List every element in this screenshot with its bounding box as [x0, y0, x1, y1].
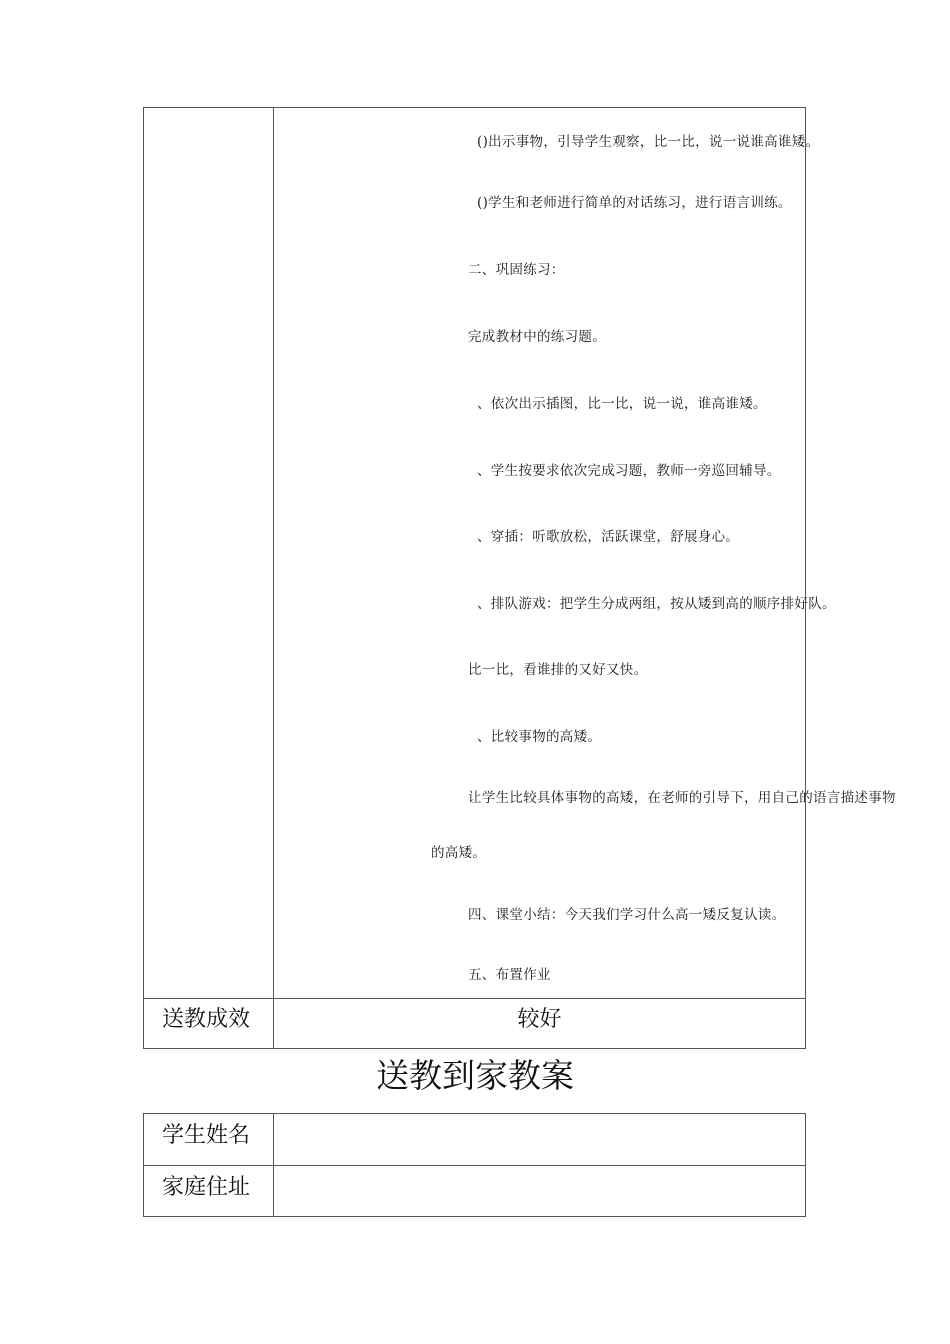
- lesson-paragraph: 、穿插：听歌放松，活跃课堂，舒展身心。: [477, 529, 740, 545]
- result-label: 送教成效: [162, 1007, 251, 1032]
- student-name-label: 学生姓名: [162, 1123, 251, 1148]
- lesson-paragraph: 、排队游戏：把学生分成两组，按从矮到高的顺序排好队。: [477, 596, 836, 612]
- student-name-value: [274, 1114, 805, 1165]
- lesson-content-cell: [273, 108, 896, 998]
- section-title: 送教到家教案: [376, 1056, 574, 1095]
- lesson-table: [143, 107, 896, 1049]
- lesson-paragraph: 、学生按要求依次完成习题，教师一旁巡回辅导。: [477, 463, 781, 479]
- student-name-label-cell: [144, 1114, 274, 1165]
- student-info-table: [143, 1113, 806, 1217]
- result-row: [144, 998, 805, 1048]
- address-row: [144, 1165, 805, 1217]
- lesson-label-cell: [144, 108, 274, 998]
- lesson-paragraph: 五、布置作业: [468, 967, 551, 983]
- result-value: 较好: [517, 1007, 562, 1032]
- address-label: 家庭住址: [162, 1175, 251, 1200]
- address-value: [274, 1166, 805, 1217]
- lesson-paragraph: 的高矮。: [431, 845, 487, 861]
- student-name-row: [144, 1114, 805, 1165]
- lesson-paragraph: 、比较事物的高矮。: [477, 729, 602, 745]
- result-label-cell: [144, 999, 274, 1048]
- lesson-paragraph: 完成教材中的练习题。: [468, 329, 606, 345]
- address-label-cell: [144, 1166, 274, 1217]
- lesson-paragraph: ()出示事物，引导学生观察，比一比，说一说谁高谁矮。: [477, 134, 820, 150]
- lesson-paragraph: ()学生和老师进行简单的对话练习，进行语言训练。: [477, 195, 792, 211]
- lesson-paragraph: 四、课堂小结：今天我们学习什么高一矮反复认读。: [468, 907, 786, 923]
- lesson-paragraph: 二、巩固练习：: [468, 262, 565, 278]
- lesson-paragraph: 、依次出示插图，比一比，说一说，谁高谁矮。: [477, 396, 767, 412]
- lesson-paragraph: 比一比，看谁排的又好又快。: [468, 662, 648, 678]
- lesson-paragraph: 让学生比较具体事物的高矮，在老师的引导下，用自己的语言描述事物: [468, 790, 896, 806]
